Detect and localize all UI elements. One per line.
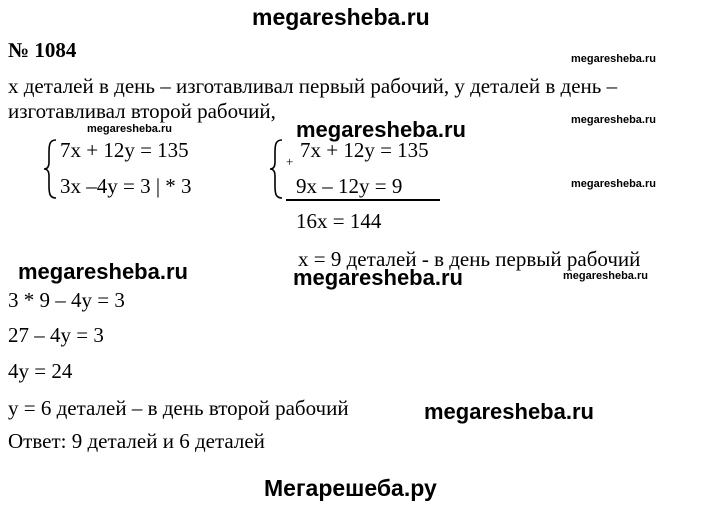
right-system-eq2: 9x – 12y = 9 (296, 174, 403, 198)
watermark-small-3: megaresheba.ru (571, 178, 656, 190)
right-system-brace (268, 138, 284, 200)
right-system-eq1: 7x + 12y = 135 (300, 138, 429, 162)
left-system-brace (42, 138, 58, 200)
x-result: x = 9 деталей - в день первый рабочий (298, 247, 641, 271)
left-system-eq1: 7x + 12y = 135 (60, 138, 189, 162)
intro-line-1: х деталей в день – изготавливал первый рабочий, у деталей в день – (8, 74, 618, 98)
step-4: y = 6 деталей – в день второй рабочий (8, 396, 349, 420)
intro-line-2: изготавливал второй рабочий, (8, 99, 276, 123)
answer: Ответ: 9 деталей и 6 деталей (8, 429, 265, 453)
step-3: 4y = 24 (8, 359, 73, 383)
watermark-small-1: megaresheba.ru (571, 53, 656, 65)
watermark-small-2: megaresheba.ru (571, 114, 656, 126)
site-title-watermark: megaresheba.ru (252, 4, 430, 30)
problem-number: № 1084 (8, 38, 77, 62)
plus-sign: + (286, 154, 294, 169)
left-system-eq2: 3x –4y = 3 | * 3 (60, 174, 192, 198)
sum-underline (286, 199, 440, 201)
watermark-big-4: megaresheba.ru (424, 399, 594, 424)
watermark-big-3: megaresheba.ru (293, 265, 463, 290)
watermark-big-2: megaresheba.ru (18, 259, 188, 284)
watermark-small-5: megaresheba.ru (87, 123, 172, 135)
watermark-big-1: megaresheba.ru (296, 117, 466, 142)
footer-watermark: Мегарешеба.ру (264, 475, 437, 501)
sum-equation: 16x = 144 (296, 209, 382, 233)
step-1: 3 * 9 – 4y = 3 (8, 288, 125, 312)
watermark-small-4: megaresheba.ru (563, 270, 648, 282)
step-2: 27 – 4y = 3 (8, 323, 104, 347)
